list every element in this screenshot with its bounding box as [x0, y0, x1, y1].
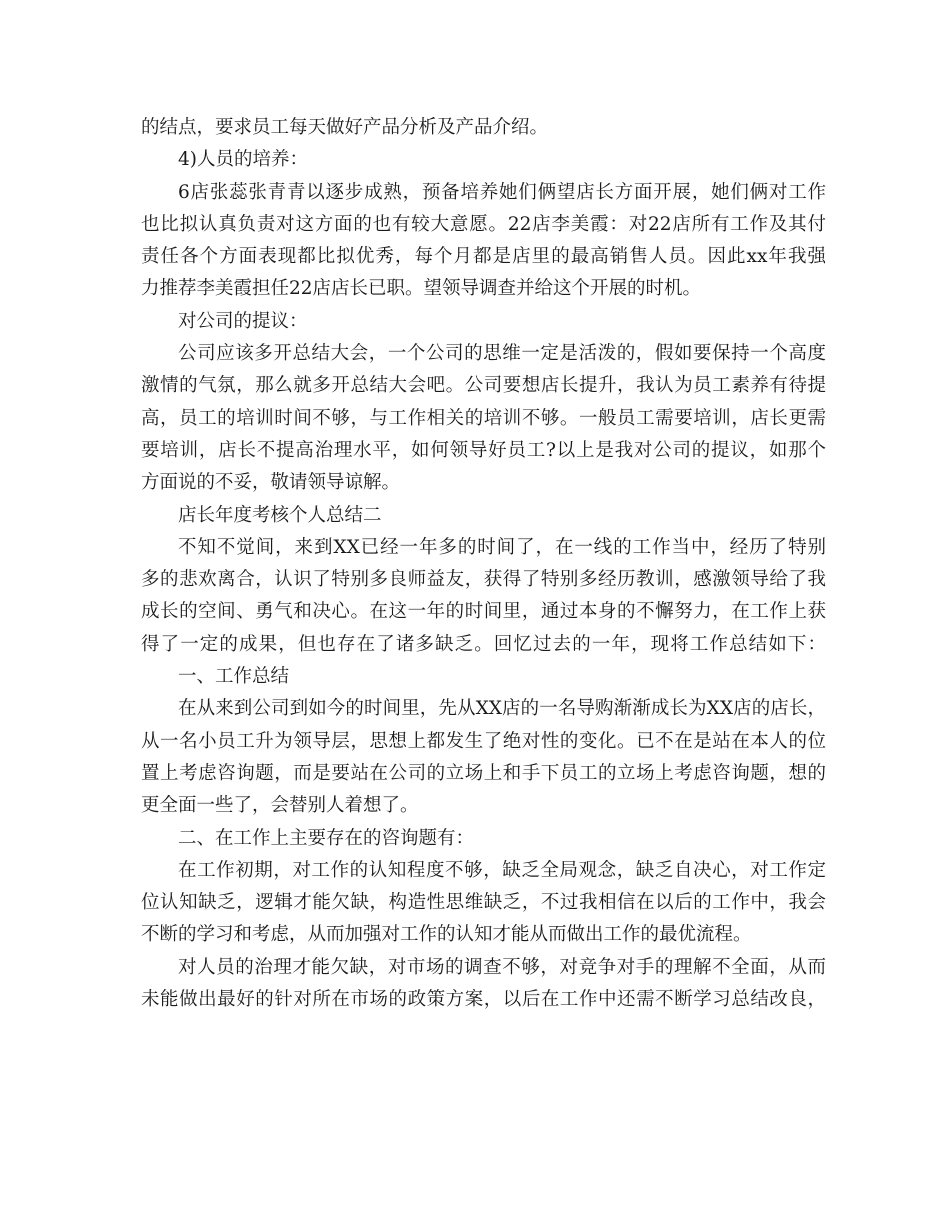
text-line: 位认知缺乏，逻辑才能欠缺，构造性思维缺乏，不过我相信在以后的工作中，我会 [141, 892, 826, 914]
text-line: 置上考虑咨询题，而是要站在公司的立场上和手下员工的立场上考虑咨询题，想的 [141, 762, 826, 784]
text-line: 更全面一些了，会替别人着想了。 [141, 795, 419, 817]
text-line: 在工作初期，对工作的认知程度不够，缺乏全局观念，缺乏自决心，对工作定 [178, 859, 826, 881]
text-line: 也比拟认真负责对这方面的也有较大意愿。22店李美霞：对22店所有工作及其付 [141, 213, 826, 235]
text-line: 不断的学习和考虑，从而加强对工作的认知才能从而做出工作的最优流程。 [141, 924, 752, 946]
text-line: 对人员的治理才能欠缺，对市场的调查不够，对竞争对手的理解不全面，从而 [178, 956, 826, 978]
text-line: 责任各个方面表现都比拟优秀，每个月都是店里的最高销售人员。因此xx年我强 [141, 246, 826, 268]
section-heading: 一、工作总结 [178, 666, 290, 688]
text-line: 未能做出最好的针对所在市场的政策方案，以后在工作中还需不断学习总结改良， [141, 989, 826, 1011]
text-line: 要培训，店长不提高治理水平，如何领导好员工?以上是我对公司的提议，如那个 [141, 439, 826, 461]
text-line: 高，员工的培训时间不够，与工作相关的培训不够。一般员工需要培训，店长更需 [141, 407, 826, 429]
text-line: 6店张蕊张青青以逐步成熟，预备培养她们俩望店长方面开展，她们俩对工作 [178, 181, 826, 203]
text-line: 的结点，要求员工每天做好产品分析及产品介绍。 [141, 117, 549, 138]
section-heading: 店长年度考核个人总结二 [178, 504, 382, 526]
document-body [141, 112, 826, 1016]
text-line: 力推荐李美霞担任22店店长已职。望领导调查并给这个开展的时机。 [141, 278, 702, 300]
text-line: 公司应该多开总结大会，一个公司的思维一定是活泼的，假如要保持一个高度 [178, 343, 826, 365]
section-heading: 二、在工作上主要存在的咨询题有： [178, 827, 475, 849]
text-line: 得了一定的成果，但也存在了诸多缺乏。回忆过去的一年，现将工作总结如下： [141, 633, 826, 655]
text-line: 多的悲欢离合，认识了特别多良师益友，获得了特别多经历教训，感激领导给了我 [141, 569, 826, 591]
text-line: 方面说的不妥，敬请领导谅解。 [141, 472, 401, 494]
text-line: 激情的气氛，那么就多开总结大会吧。公司要想店长提升，我认为员工素养有待提 [141, 375, 826, 397]
text-line: 不知不觉间，来到XX已经一年多的时间了，在一线的工作当中，经历了特别 [178, 536, 826, 558]
section-heading: 4)人员的培养： [178, 149, 308, 171]
text-line: 在从来到公司到如今的时间里，先从XX店的一名导购渐渐成长为XX店的店长， [178, 698, 826, 720]
section-heading: 对公司的提议： [178, 310, 308, 332]
text-line: 从一名小员工升为领导层，思想上都发生了绝对性的变化。已不在是站在本人的位 [141, 730, 826, 752]
text-line: 成长的空间、勇气和决心。在这一年的时间里，通过本身的不懈努力，在工作上获 [141, 601, 826, 623]
